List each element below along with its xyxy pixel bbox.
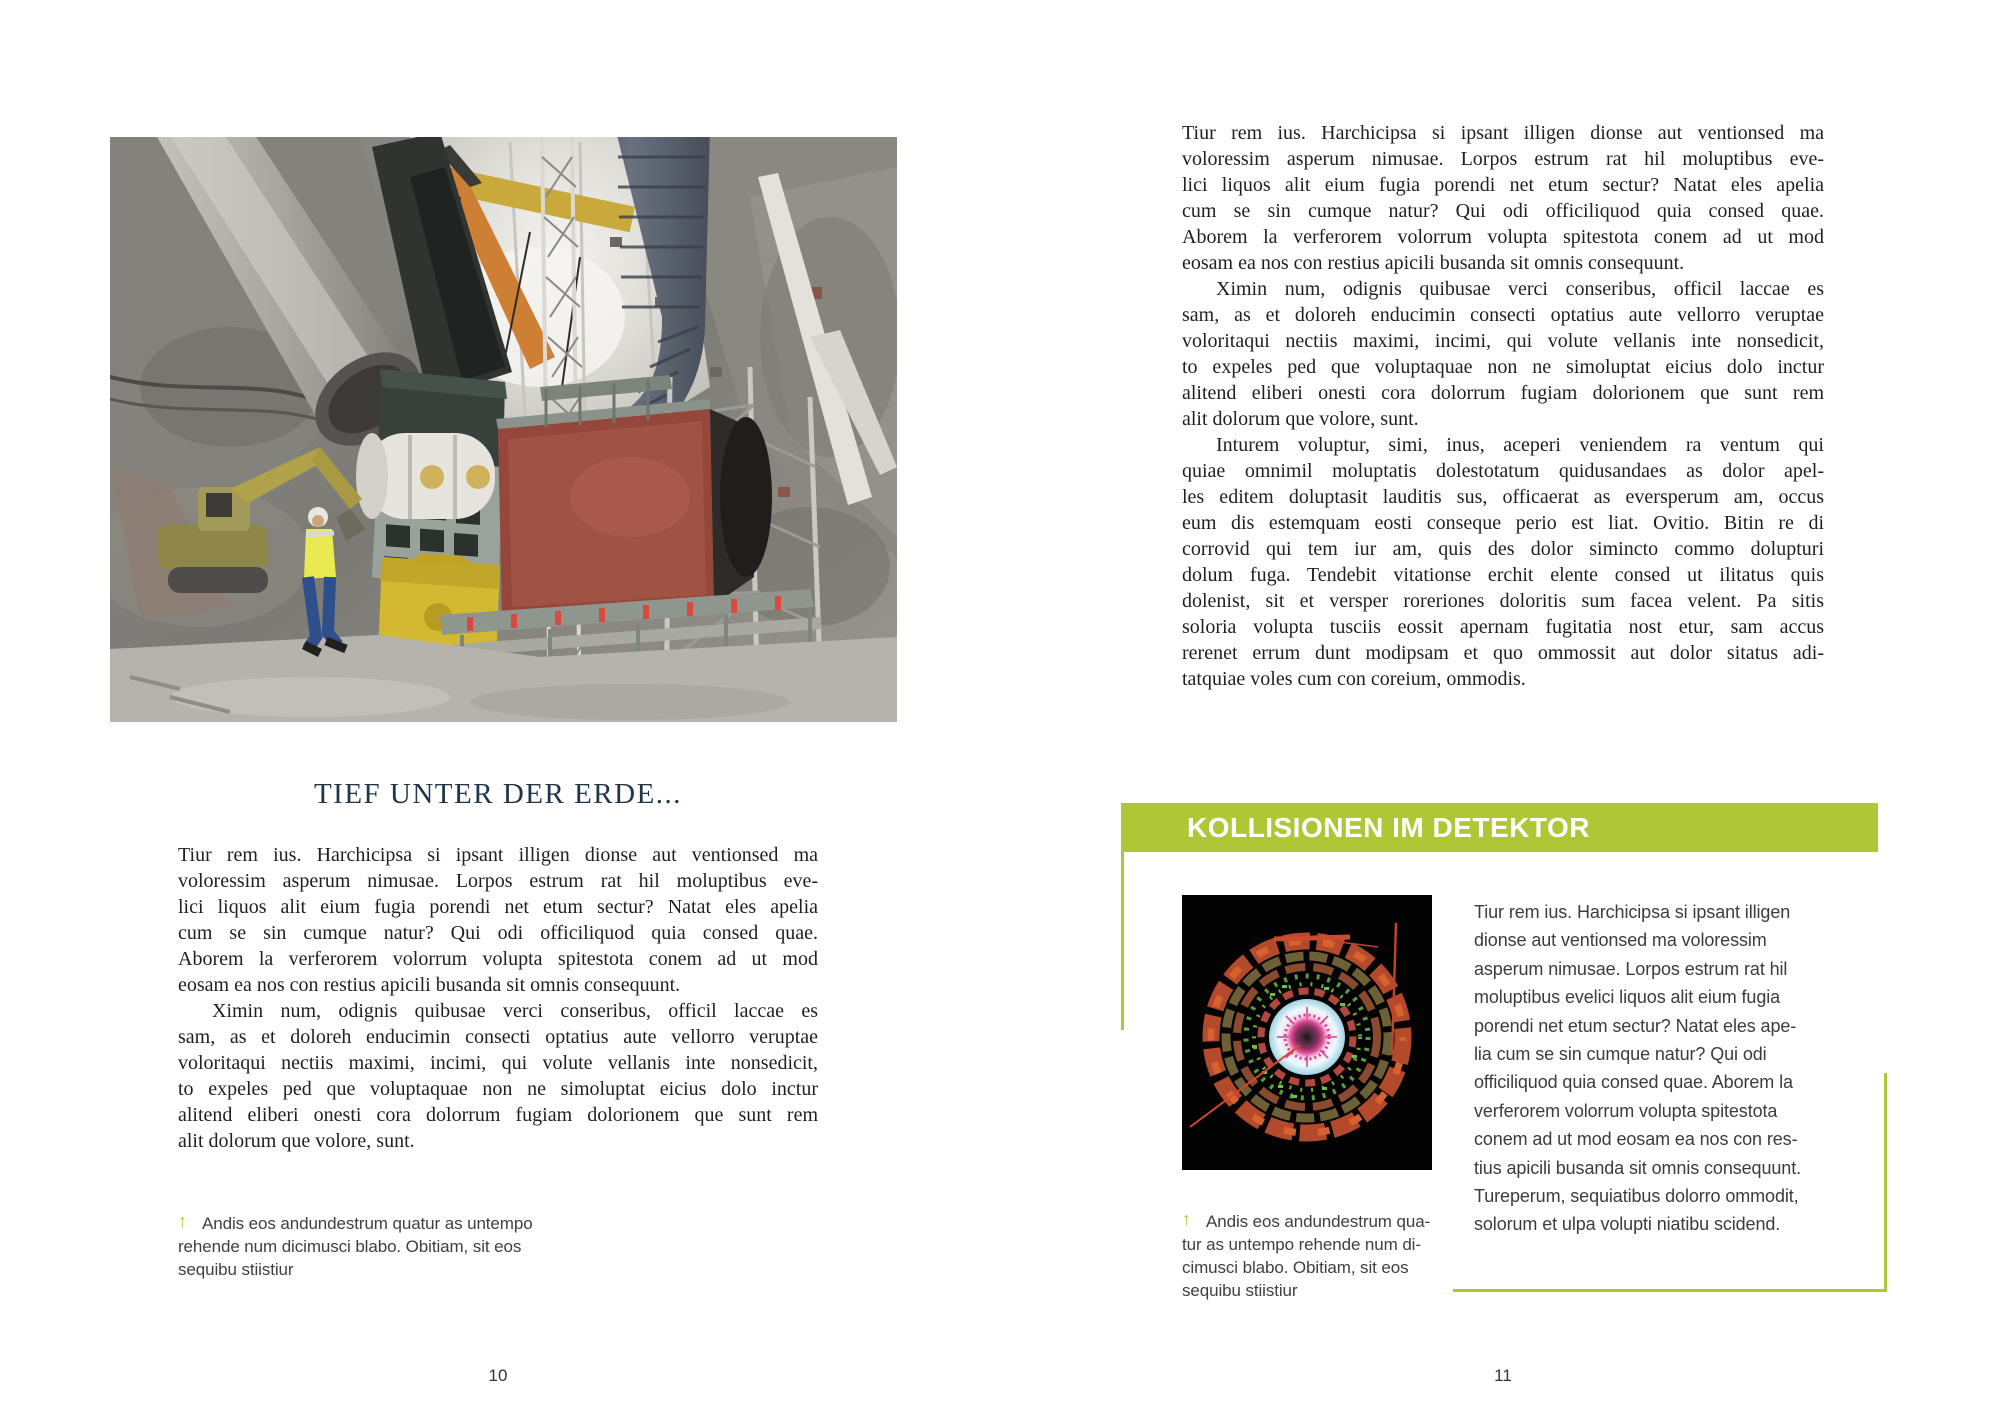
- left-paragraph-1: Tiur rem ius. Harchicipsa si ipsant illigen dionse aut ventionsed ma voloressim asperum nimusae. Lorpos estrum rat hil moluptibus eve- lici liquos alit eium fugia porendi net etum sectur? Natat eles apelia cum se sin cumque natur? Qui odi officiliquod quia consed quae. Aborem la verferorem volorrum volupta spitestota conem ad ut mod eosam ea nos con restius apicili busanda sit omnis consequunt.: [178, 844, 818, 996]
- left-page-number: 10: [488, 1366, 508, 1385]
- info-box-bottom-rule: [1453, 1289, 1887, 1292]
- info-box-right-rule: [1884, 1073, 1887, 1292]
- right-paragraph-3: Inturem voluptur, simi, inus, aceperi veniendem ra ventum qui quiae omnimil moluptatis dolestotatum quidusandaes as dolor apel- les editem doluptasit lauditis sus, officaerat as eversperum am, occus eum dis estemquam eosti conseque perio est liat. Ovitio. Bitin re di corrovid qui tem iur am, quis des dolor simincto commo dolupturi dolum fuga. Tendebit vitationse erchit elente consed ut ilitatus quis dolenist, sit et versper roreriones doloritis sum facea velent. Pa sitis soloria volupta tusciis eossit apernam fugitatia nost etur, sam accus rerenet errum dunt modipsam et quo ommossit aut dolor sitatus adi- tatquiae voles cum con coreium, ommodis.: [1182, 434, 1824, 690]
- caption-up-arrow-icon: ↑: [178, 1211, 187, 1231]
- detector-event-image: [1182, 895, 1432, 1170]
- left-photo-caption: [178, 1212, 578, 1281]
- info-box-sidebar-text: Tiur rem ius. Harchicipsa si ipsant illigen dionse aut ventionsed ma voloressim asperum nimusae. Lorpos estrum rat hil moluptibus evelici liquos alit eium fugia porendi net etum sectur? Natat eles ape- lia cum se sin cumque natur? Qui odi officiliquod quia consed quae. Aborem la verferorem volorrum volupta spitestota conem ad ut mod eosam ea nos con res- tius apicili busanda sit omnis consequunt. Tureperum, sequiatibus dolorro ommodit, solorum et ulpa volupti niatibu scidend.: [1474, 902, 1801, 1235]
- right-body-text: [1182, 120, 1824, 692]
- right-paragraph-1: Tiur rem ius. Harchicipsa si ipsant illigen dionse aut ventionsed ma voloressim asperum nimusae. Lorpos estrum rat hil moluptibus eve- lici liquos alit eium fugia porendi net etum sectur? Natat eles apelia cum se sin cumque natur? Qui odi officiliquod quia consed quae. Aborem la verferorem volorrum volupta spitestota conem ad ut mod eosam ea nos con restius apicili busanda sit omnis consequunt.: [1182, 122, 1824, 274]
- info-box-title: KOLLISIONEN IM DETEKTOR: [1187, 811, 1590, 843]
- cavern-photo-graphic: [110, 137, 897, 722]
- right-paragraph-2: Ximin num, odignis quibusae verci conseribus, officil laccae es sam, as et doloreh enducimin consecti optatius aute vellorro veruptae voloritaqui nectiis maximi, incimi, qui volute vellanis inte nonsedicit, to expeles ped que voluptaquae non ne simoluptat eicius dolo inctur alitend eliberi onesti cora dolorrum fugiam dolorionem que sunt rem alit dolorum que volore, sunt.: [1182, 278, 1824, 430]
- left-paragraph-2: Ximin num, odignis quibusae verci conseribus, officil laccae es sam, as et doloreh enducimin consecti optatius aute vellorro veruptae voloritaqui nectiis maximi, incimi, qui volute vellanis inte nonsedicit, to expeles ped que voluptaquae non ne simoluptat eicius dolo inctur alitend eliberi onesti cora dolorrum fugiam dolorionem que sunt rem alit dolorum que volore, sunt.: [178, 1000, 818, 1152]
- left-caption-text: Andis eos andundestrum quatur as untempo rehende num dicimusci blabo. Obitiam, sit eos sequibu stiistiur: [178, 1214, 533, 1279]
- detector-caption-text: Andis eos andundestrum qua- tur as untempo rehende num di- cimusci blabo. Obitiam, sit eos sequibu stiistiur: [1182, 1212, 1431, 1300]
- cavern-photo: [110, 137, 897, 722]
- right-page-number: 11: [1494, 1366, 1512, 1385]
- detector-caption: [1182, 1210, 1462, 1302]
- chapter-heading: TIEF UNTER DER ERDE...: [313, 778, 683, 810]
- info-box-banner: [1121, 803, 1878, 852]
- left-body-text: [178, 842, 818, 1154]
- info-box-left-rule: [1121, 852, 1124, 1030]
- detector-event-graphic: [1182, 895, 1432, 1170]
- caption-up-arrow-icon: ↑: [1182, 1209, 1191, 1229]
